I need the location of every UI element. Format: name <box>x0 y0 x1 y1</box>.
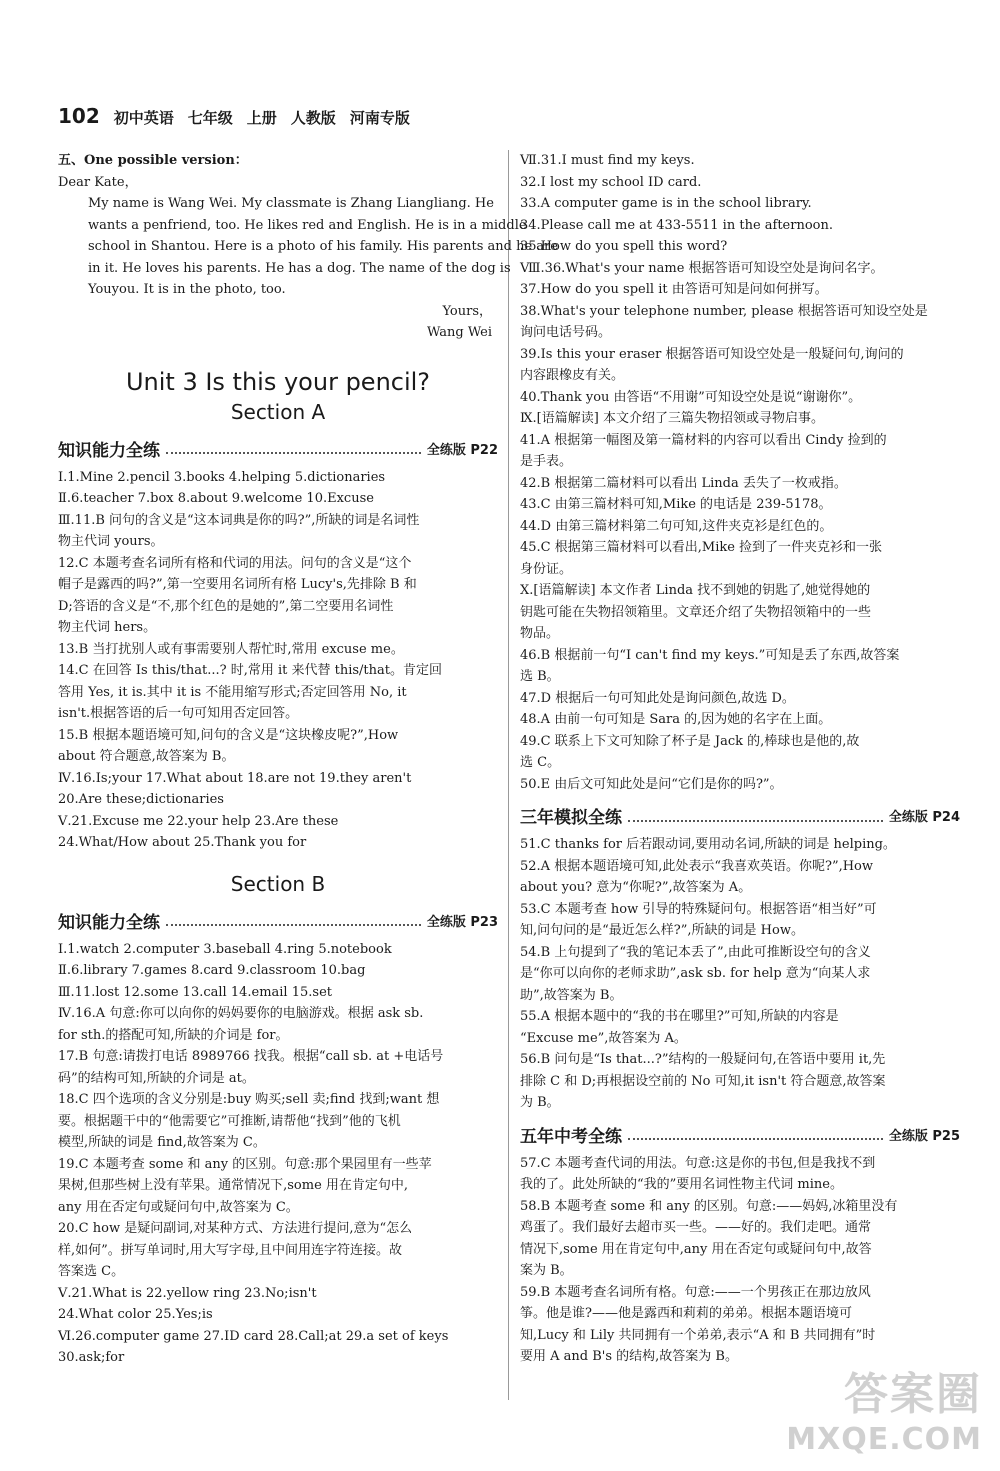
text-line: 询问电话号码。 <box>520 325 612 340</box>
section-a-ref: 全练版 P22 <box>426 442 498 458</box>
text-line: 35.How do you spell this word? <box>520 239 728 254</box>
dotted-leader <box>628 810 883 822</box>
dotted-leader <box>166 442 421 454</box>
text-line: 44.D 由第三篇材料第二句可知,这件夹克衫是红色的。 <box>520 518 833 534</box>
watermark-text: 答案圈 <box>844 1369 982 1420</box>
text-line: 34.Please call me at 433-5511 in the afternoon. <box>520 217 833 233</box>
text-line: 18.C 四个选项的含义分别是:buy 购买;sell 卖;find 找到;want 想 <box>58 1092 440 1107</box>
three-year-label: 三年模拟全练 <box>520 808 622 828</box>
text-line: 57.C 本题考查代词的用法。句意:这是你的书包,但是我找不到 <box>520 1155 876 1171</box>
text-line: 53.C 本题考查 how 引导的特殊疑问句。根据答语“相当好”可 <box>520 901 877 917</box>
text-line: Ⅸ.[语篇解读] 本文介绍了三篇失物招领或寻物启事。 <box>520 411 824 426</box>
letter-greeting: Dear Kate， <box>58 174 138 190</box>
text-line: 33.A computer game is in the school library. <box>520 196 812 211</box>
section-b-header <box>58 908 498 933</box>
text-line: Ⅲ.11.lost 12.some 13.call 14.email 15.set <box>58 984 332 1000</box>
page-header <box>58 104 410 128</box>
text-line: 答用 Yes, it is.其中 it is 不能用缩写形式;否定回答用 No, it <box>58 684 407 700</box>
text-line: 30.ask;for <box>58 1350 125 1365</box>
text-line: 果树,但那些树上没有苹果。通常情况下,some 用在肯定句中, <box>58 1178 409 1193</box>
dotted-leader <box>166 914 421 926</box>
text-line: about 符合题意,故答案为 B。 <box>58 749 235 764</box>
letter-body <box>58 193 558 301</box>
text-line: 59.B 本题考查名词所有格。句意:——一个男孩正在那边放风 <box>520 1284 871 1300</box>
text-line: 要。根据题干中的“他需要它”可推断,请帮他“找到”他的飞机 <box>58 1113 401 1129</box>
text-line: 42.B 根据第二篇材料可以看出 Linda 丢失了一枚戒指。 <box>520 475 847 491</box>
text-line: Ⅹ.[语篇解读] 本文作者 Linda 找不到她的钥匙了,她觉得她的 <box>520 583 871 598</box>
text-line: Ⅳ.16.Is;your 17.What about 18.are not 19.they aren't <box>58 770 412 786</box>
text-line: 知,问句问的是“最近怎么样?”,所缺的词是 How。 <box>520 923 804 938</box>
text-line: 50.E 由后文可知此处是问“它们是你的吗?”。 <box>520 776 783 792</box>
text-line: isn't.根据答语的后一句可知用否定回答。 <box>58 706 299 721</box>
text-line: 物主代词 yours。 <box>58 534 164 549</box>
column-divider <box>508 150 509 1400</box>
text-line: 是手表。 <box>520 454 573 469</box>
section-a-title: Section A <box>230 399 326 424</box>
section-b-answers <box>58 939 498 1369</box>
text-line: 45.C 根据第三篇材料可以看出,Mike 捡到了一件夹克衫和一张 <box>520 540 883 555</box>
site-watermark <box>786 1358 982 1457</box>
text-line: 19.C 本题考查 some 和 any 的区别。句意:那个果园里有一些苹 <box>58 1156 432 1172</box>
text-line: 55.A 根据本题中的“我的书在哪里?”可知,所缺的内容是 <box>520 1009 839 1024</box>
text-line: My name is Wang Wei. My classmate is Zhang Liangliang. He <box>88 196 494 211</box>
section-a-answers <box>58 467 498 854</box>
text-line: 助”,故答案为 B。 <box>520 987 623 1003</box>
text-line: for sth.的搭配可知,所缺的介词是 for。 <box>58 1027 289 1043</box>
five-year-answers <box>520 1153 960 1368</box>
text-line: 我的了。此处所缺的“我的”要用名词性物主代词 mine。 <box>520 1177 843 1192</box>
five-year-header <box>520 1122 960 1147</box>
watermark-url: MXQE.COM <box>786 1422 982 1457</box>
text-line: 40.Thank you 由答语“不用谢”可知设空处是说“谢谢你”。 <box>520 389 862 405</box>
five-year-label: 五年中考全练 <box>520 1126 622 1147</box>
text-line: 20.Are these;dictionaries <box>58 792 224 807</box>
letter-signature: Wang Wei <box>427 325 492 340</box>
page-number: 102 <box>58 104 100 128</box>
text-line: Ⅵ.26.computer game 27.ID card 28.Call;at 29.a set of keys <box>58 1328 449 1344</box>
text-line: 51.C thanks for 后若跟动词,要用动名词,所缺的词是 helping。 <box>520 837 896 852</box>
text-line: school in Shantou. Here is a photo of his family. His parents and he are <box>88 239 558 254</box>
text-line: 13.B 当打扰别人或有事需要别人帮忙时,常用 excuse me。 <box>58 641 404 657</box>
section-a-label: 知识能力全练 <box>58 440 160 461</box>
text-line: about you? 意为“你呢?”,故答案为 A。 <box>520 880 752 895</box>
text-line: 排除 C 和 D;再根据设空前的 No 可知,it isn't 符合题意,故答案 <box>520 1073 886 1089</box>
text-line: 为 B。 <box>520 1095 560 1110</box>
text-line: 筝。他是谁?——他是露西和莉莉的弟弟。根据本题语境可 <box>520 1306 852 1321</box>
text-line: D;答语的含义是“不,那个红色的是她的”,第二空要用名词性 <box>58 598 394 614</box>
header-item: 河南专版 <box>349 109 410 127</box>
text-line: Ⅳ.16.A 句意:你可以向你的妈妈要你的电脑游戏。根据 ask sb. <box>58 1006 424 1021</box>
text-line: 41.A 根据第一幅图及第一篇材料的内容可以看出 Cindy 捡到的 <box>520 432 887 448</box>
text-line: 38.What's your telephone number, please 根据答语可知设空处是 <box>520 303 928 319</box>
text-line: Ⅲ.11.B 问句的含义是“这本词典是你的吗?”,所缺的词是名词性 <box>58 512 420 528</box>
header-item: 上册 <box>246 109 277 127</box>
text-line: any 用在否定句或疑问句中,故答案为 C。 <box>58 1199 299 1215</box>
text-line: 20.C how 是疑问副词,对某种方式、方法进行提问,意为“怎么 <box>58 1221 413 1236</box>
three-year-header <box>520 803 960 828</box>
text-line: Ⅷ.36.What's your name 根据答语可知设空处是询问名字。 <box>520 260 884 276</box>
text-line: 37.How do you spell it 由答语可知是问如何拼写。 <box>520 282 828 297</box>
essay-heading: 五、One possible version： <box>58 153 248 168</box>
text-line: in it. He loves his parents. He has a dog. The name of the dog is <box>88 260 511 276</box>
three-year-answers <box>520 834 960 1114</box>
text-line: 54.B 上句提到了“我的笔记本丢了”,由此可推断设空句的含义 <box>520 944 871 960</box>
header-item: 七年级 <box>187 109 233 127</box>
text-line: 要用 A and B's 的结构,故答案为 B。 <box>520 1349 738 1364</box>
section-a-header <box>58 436 498 461</box>
text-line: 情况下,some 用在肯定句中,any 用在否定句或疑问句中,故答 <box>520 1241 872 1257</box>
dotted-leader <box>628 1128 883 1140</box>
text-line: “Excuse me”,故答案为 A。 <box>520 1030 687 1046</box>
text-line: 56.B 问句是“Is that...?”结构的一般疑问句,在答语中要用 it,先 <box>520 1052 886 1067</box>
text-line: 39.Is this your eraser 根据答语可知设空处是一般疑问句,询问的 <box>520 346 904 362</box>
text-line: 样,如何”。拼写单词时,用大写字母,且中间用连字符连接。故 <box>58 1242 403 1258</box>
text-line: 48.A 由前一句可知是 Sara 的,因为她的名字在上面。 <box>520 712 832 727</box>
text-line: 52.A 根据本题语境可知,此处表示“我喜欢英语。你呢?”,How <box>520 858 874 874</box>
section-b-ref: 全练版 P23 <box>426 914 498 930</box>
text-line: 选 B。 <box>520 669 560 684</box>
text-line: 49.C 联系上下文可知除了杯子是 Jack 的,棒球也是他的,故 <box>520 733 860 749</box>
header-item: 人教版 <box>290 109 336 127</box>
text-line: 14.C 在回答 Is this/that...? 时,常用 it 来代替 this/that。肯定回 <box>58 663 442 678</box>
text-line: Ⅴ.21.Excuse me 22.your help 23.Are these <box>58 813 339 829</box>
text-line: 物品。 <box>520 626 560 641</box>
text-line: Ⅶ.31.I must find my keys. <box>520 153 695 168</box>
text-line: 帽子是露西的吗?”,第一空要用名词所有格 Lucy's,先排除 B 和 <box>58 577 417 592</box>
header-item: 初中英语 <box>113 109 174 127</box>
text-line: 码”的结构可知,所缺的介词是 at。 <box>58 1070 255 1086</box>
right-column <box>520 150 960 1368</box>
text-line: wants a penfriend, too. He likes red and English. He is in a middle <box>88 217 527 233</box>
text-line: 知,Lucy 和 Lily 共同拥有一个弟弟,表示“A 和 B 共同拥有”时 <box>520 1327 876 1343</box>
text-line: 17.B 句意:请拨打电话 8989766 找我。根据“call sb. at +电话号 <box>58 1049 444 1064</box>
text-line: 物主代词 hers。 <box>58 620 157 635</box>
text-line: 模型,所缺的词是 find,故答案为 C。 <box>58 1135 266 1150</box>
five-year-ref: 全练版 P25 <box>888 1128 960 1144</box>
text-line: 32.I lost my school ID card. <box>520 174 702 190</box>
text-line: Ⅱ.6.library 7.games 8.card 9.classroom 10.bag <box>58 963 366 978</box>
text-line: 内容跟橡皮有关。 <box>520 368 625 383</box>
text-line: 答案选 C。 <box>58 1264 125 1279</box>
text-line: 46.B 根据前一句“I can't find my keys.”可知是丢了东西,故答案 <box>520 647 900 663</box>
text-line: Ⅰ.1.Mine 2.pencil 3.books 4.helping 5.dictionaries <box>58 469 386 485</box>
text-line: 43.C 由第三篇材料可知,Mike 的电话是 239-5178。 <box>520 497 832 512</box>
section-b-label: 知识能力全练 <box>58 912 160 933</box>
text-line: 案为 B。 <box>520 1263 573 1278</box>
letter-closing: Yours， <box>442 303 492 319</box>
text-line: 47.D 根据后一句可知此处是询问颜色,故选 D。 <box>520 690 795 706</box>
text-line: 选 C。 <box>520 755 561 770</box>
text-line: 钥匙可能在失物招领箱里。文章还介绍了失物招领箱中的一些 <box>520 604 872 620</box>
text-line: 58.B 本题考查 some 和 any 的区别。句意:——妈妈,冰箱里没有 <box>520 1198 898 1214</box>
unit-title: Unit 3 Is this your pencil? <box>125 367 431 396</box>
text-line: 是“你可以向你的老师求助”,ask sb. for help 意为“向某人求 <box>520 966 871 981</box>
text-line: Ⅰ.1.watch 2.computer 3.baseball 4.ring 5.notebook <box>58 941 392 957</box>
right-answers <box>520 150 960 795</box>
text-line: 24.What/How about 25.Thank you for <box>58 835 307 850</box>
text-line: Youyou. It is in the photo, too. <box>88 282 286 297</box>
section-b-title: Section B <box>230 871 326 896</box>
three-year-ref: 全练版 P24 <box>888 810 960 825</box>
text-line: 12.C 本题考查名词所有格和代词的用法。问句的含义是“这个 <box>58 555 412 571</box>
text-line: 身份证。 <box>520 561 573 577</box>
text-line: Ⅴ.21.What is 22.yellow ring 23.No;isn't <box>58 1285 317 1301</box>
text-line: 15.B 根据本题语境可知,问句的含义是“这块橡皮呢?”,How <box>58 727 399 743</box>
text-line: 鸡蛋了。我们最好去超市买一些。——好的。我们走吧。通常 <box>520 1220 872 1235</box>
text-line: 24.What color 25.Yes;is <box>58 1307 213 1322</box>
text-line: Ⅱ.6.teacher 7.box 8.about 9.welcome 10.Excuse <box>58 491 374 506</box>
